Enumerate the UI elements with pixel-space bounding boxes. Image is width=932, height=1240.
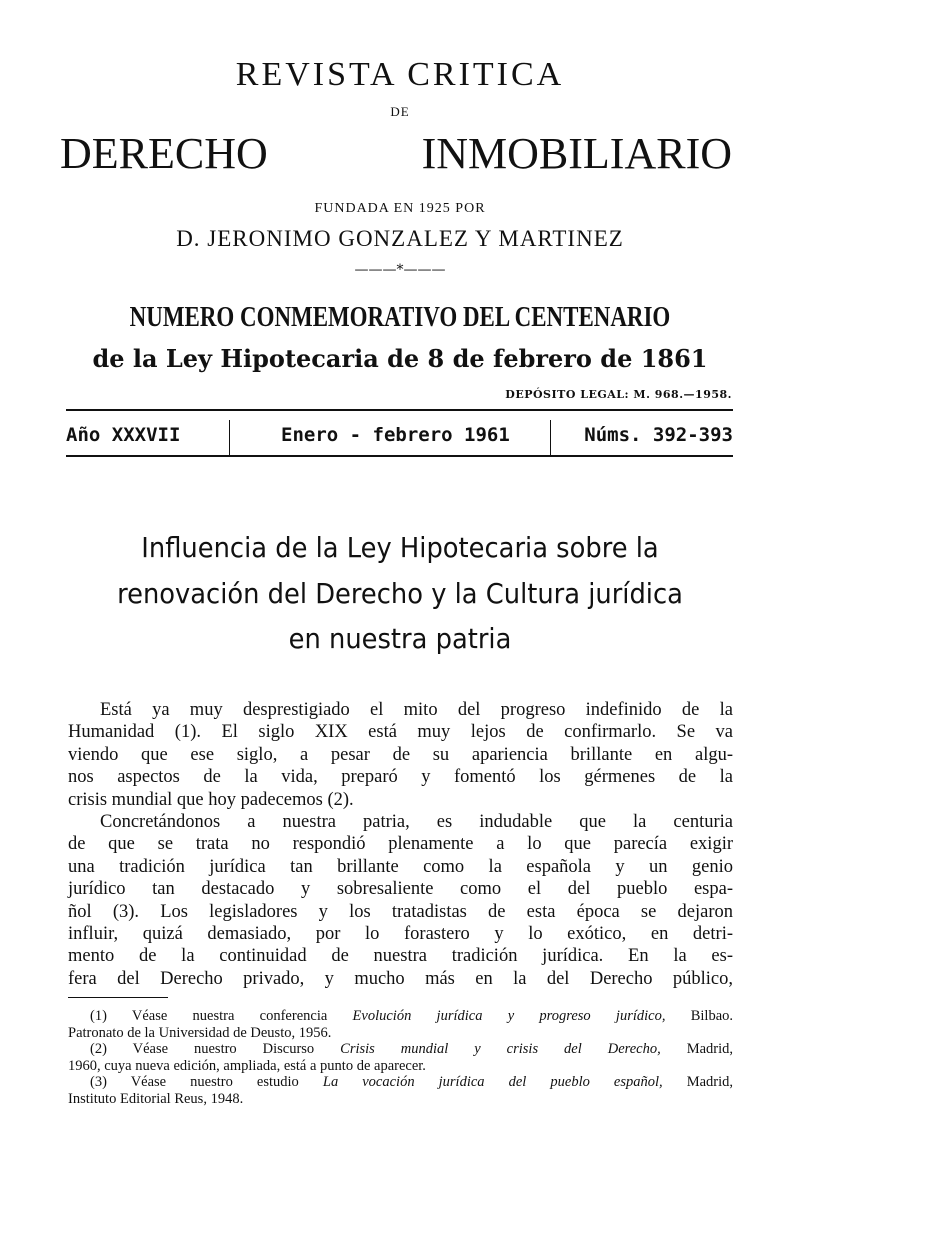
body-line: ñol (3). Los legisladores y los tratadistas de esta época se dejaron <box>68 901 733 922</box>
top-rule <box>66 409 733 411</box>
body-line: nos aspectos de la vida, preparó y fomentó los gérmenes de la <box>68 767 733 788</box>
body-line: fera del Derecho privado, y mucho más en la del Derecho público, <box>68 968 733 989</box>
footnote-text: Crisis mundial y crisis del Derecho, <box>340 1041 661 1057</box>
issue-bar <box>66 420 733 452</box>
footnote <box>90 1008 733 1025</box>
footnote-text: La vocación jurídica del pueblo español, <box>322 1074 663 1090</box>
body-line: una tradición jurídica tan brillante como la española y un genio <box>68 856 733 877</box>
issue-date: Enero - febrero 1961 <box>281 424 510 446</box>
footnote-text: (3) Véase nuestro estudio <box>90 1074 323 1090</box>
ornament-divider: ———*——— <box>354 262 446 278</box>
article-title-line: renovación del Derecho y la Cultura jurídica <box>117 577 683 610</box>
footnote-text: Madrid, <box>662 1074 734 1090</box>
body-line: Humanidad (1). El siglo XIX está muy lejos de confirmarlo. Se va <box>68 722 733 743</box>
legal-deposit: DEPÓSITO LEGAL: M. 968.—1958. <box>505 388 732 401</box>
issue-numbers: Núms. 392-393 <box>584 424 733 446</box>
footnote-continuation: 1960, cuya nueva edición, ampliada, está a punto de aparecer. <box>68 1057 426 1074</box>
commemorative-heading: NUMERO CONMEMORATIVO DEL CENTENARIO <box>129 302 671 333</box>
footnote <box>90 1041 733 1058</box>
divider <box>550 420 551 456</box>
founded-line: FUNDADA EN 1925 POR <box>314 201 486 216</box>
divider <box>229 420 230 456</box>
article-title-line: Influencia de la Ley Hipotecaria sobre la <box>141 531 659 564</box>
law-heading: de la Ley Hipotecaria de 8 de febrero de 1861 <box>92 344 708 373</box>
article-title-line: en nuestra patria <box>288 622 512 655</box>
body-line: Está ya muy desprestigiado el mito del progreso indefinido de la <box>100 700 733 720</box>
body-line: de que se trata no respondió plenamente a lo que parecía exigir <box>68 834 733 855</box>
body-line: jurídico tan destacado y sobresaliente como el del pueblo espa- <box>68 879 733 900</box>
issue-year: Año XXXVII <box>66 424 181 446</box>
body-line: crisis mundial que hoy padecemos (2). <box>68 789 354 810</box>
footnote-continuation: Instituto Editorial Reus, 1948. <box>68 1090 244 1107</box>
footnote-text: (1) Véase nuestra conferencia <box>90 1008 353 1024</box>
footnote-text: Madrid, <box>660 1041 734 1057</box>
footnote-text: Bilbao. <box>665 1008 733 1024</box>
body-line: viendo que ese siglo, a pesar de su apariencia brillante en algu- <box>68 744 733 765</box>
body-line: Concretándonos a nuestra patria, es indudable que la centuria <box>100 812 733 832</box>
founder-name: D. JERONIMO GONZALEZ Y MARTINEZ <box>176 226 624 251</box>
body-line: influir, quizá demasiado, por lo forastero y lo exótico, en detri- <box>68 924 733 944</box>
footnote <box>90 1074 733 1091</box>
footnote-text: Evolución jurídica y progreso jurídico, <box>352 1008 666 1024</box>
journal-title: REVISTA CRITICA <box>235 56 565 93</box>
footnote-text: (2) Véase nuestro Discurso <box>90 1041 341 1057</box>
bottom-rule <box>66 455 733 457</box>
journal-subtitle: DERECHO INMOBILIARIO <box>60 129 732 178</box>
footnote-continuation: Patronato de la Universidad de Deusto, 1956. <box>68 1024 332 1041</box>
footnote-rule <box>68 997 168 998</box>
body-line: mento de la continuidad de nuestra tradición jurídica. En la es- <box>68 946 733 967</box>
journal-title-de: DE <box>390 104 410 119</box>
